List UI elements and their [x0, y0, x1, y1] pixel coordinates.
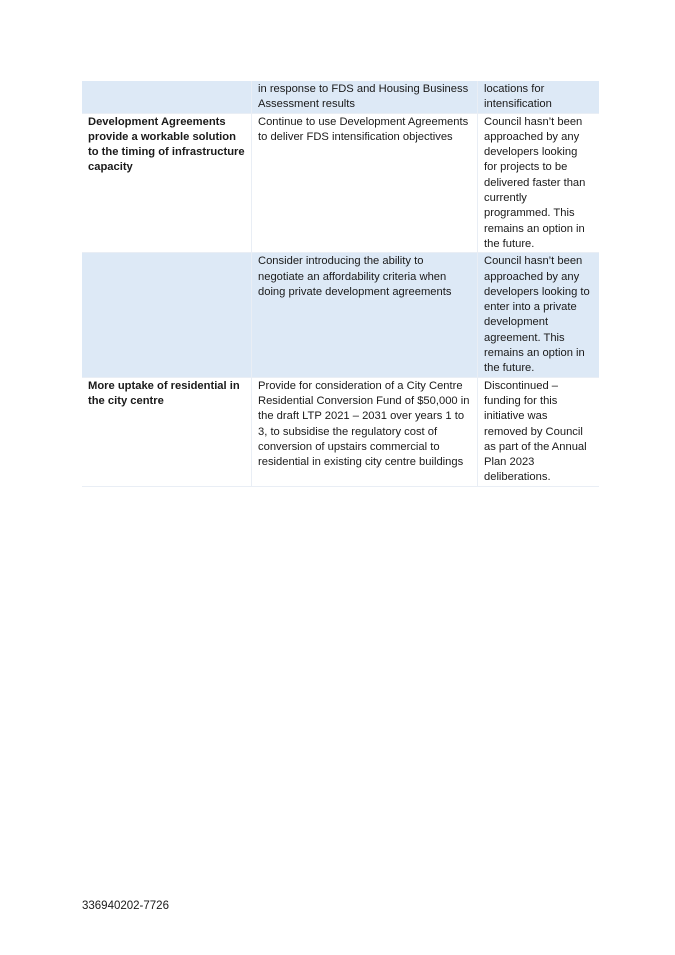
- action-cell: Consider introducing the ability to negotiate an affordability criteria when doing private development agreements: [252, 253, 478, 377]
- objective-cell: Development Agreements provide a workable solution to the timing of infrastructure capacity: [82, 113, 252, 253]
- table-row: [82, 113, 599, 253]
- status-cell: Council hasn’t been approached by any developers looking for projects to be delivered faster than currently programmed. This remains an option in the future.: [478, 113, 600, 253]
- table-row: [82, 81, 599, 113]
- status-cell: Discontinued – funding for this initiative was removed by Council as part of the Annual Plan 2023 deliberations.: [478, 377, 600, 486]
- objective-cell: [82, 253, 252, 377]
- table-row: [82, 377, 599, 486]
- objective-cell: [82, 81, 252, 113]
- action-cell: Continue to use Development Agreements to deliver FDS intensification objectives: [252, 113, 478, 253]
- status-cell: locations for intensification: [478, 81, 600, 113]
- actions-table: [82, 81, 599, 487]
- document-id: 336940202-7726: [82, 900, 169, 912]
- action-cell: Provide for consideration of a City Centre Residential Conversion Fund of $50,000 in the draft LTP 2021 – 2031 over years 1 to 3, to subsidise the regulatory cost of conversion of upstairs commercial to residential in existing city centre buildings: [252, 377, 478, 486]
- objective-cell: More uptake of residential in the city centre: [82, 377, 252, 486]
- table-row: [82, 253, 599, 377]
- status-cell: Council hasn’t been approached by any developers looking to enter into a private development agreement. This remains an option in the future.: [478, 253, 600, 377]
- action-cell: in response to FDS and Housing Business Assessment results: [252, 81, 478, 113]
